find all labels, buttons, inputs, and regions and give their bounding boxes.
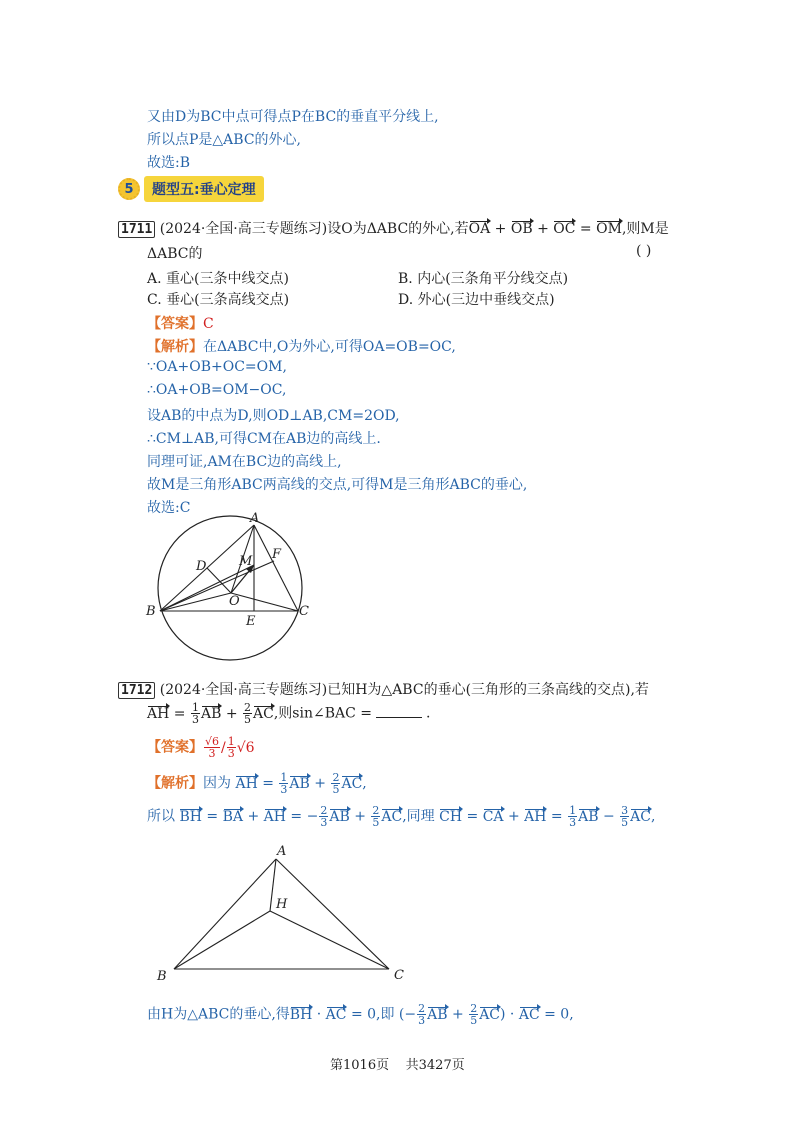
answer-tag: 【答案】 [147,316,203,332]
page-footer [330,1054,465,1073]
question-1711-stem [118,218,669,238]
stem-text: ,则sin∠BAC = [273,705,372,722]
page-number: 第1016页 [330,1058,390,1073]
label-b: B [157,969,167,984]
section-title: 题型五:垂心定理 [144,176,264,202]
analysis-line: 故M是三角形ABC两高线的交点,可得M是三角形ABC的垂心, [147,477,528,493]
analysis-text: 在ΔABC中,O为外心,可得OA=OB=OC, [203,339,456,355]
question-number: 1711 [118,221,155,238]
analysis-tag: 【解析】 [147,775,203,792]
orthocenter-figure [150,838,420,988]
segment-oc [231,593,298,611]
section-number-badge: 5 [118,178,140,200]
label-a: A [250,512,260,526]
question-1712-stem [118,679,649,699]
answer-line [147,736,255,759]
stem-line-2: AH = $\frac{1}{3}$ AB + $\frac{2}{5}$ AC,则sin∠BAC = . [147,701,431,726]
option-c: C. 垂心(三条高线交点) [147,292,290,308]
analysis-text: = 0, [544,1006,574,1023]
label-c: C [394,968,404,983]
answer-tag: 【答案】 [147,739,203,756]
label-c: C [299,604,309,619]
question-number: 1712 [118,682,155,699]
stem-text: (2024·全国·高三专题练习)设O为ΔABC的外心,若 [159,221,469,237]
option-b: B. 内心(三条角平分线交点) [398,271,569,287]
answer-line [147,313,214,333]
altitude-bf [160,561,274,611]
segment-ac [254,525,298,611]
analysis-line: ∴OA+OB=OM−OC, [147,382,287,398]
answer-blank [376,717,422,718]
stem-text: (2024·全国·高三专题练习)已知H为△ABC的垂心(三角形的三条高线的交点),若 [159,682,649,698]
analysis-line: 设AB的中点为D,则OD⊥AB,CM=2OD, [147,408,400,424]
vector-equation: AH = $\frac{1}{3}$ AB + $\frac{2}{5}$ AC [147,701,274,726]
segment-bh [174,911,270,969]
analysis-text: 由H为△ABC的垂心,得 [147,1006,290,1023]
analysis-line: 故选:C [147,500,191,516]
analysis-line: 所以 BH = BA + AH = − $\frac{2}{3}$ AB + $\frac{2}{5}$ AC,同理 CH = CA + AH = $\frac{1}{3}$ AB − $\frac{3}{5}$ AC, [147,804,656,829]
segment-ch [270,911,389,969]
section-heading [118,176,264,202]
answer-value: C [203,316,214,332]
answer-paren: ( ) [636,243,652,259]
label-f: F [272,547,282,562]
analysis-line: 由H为△ABC的垂心,得BH · AC = 0,即 (− $\frac{2}{3}$ AB + $\frac{2}{5}$ AC) · AC = 0, [147,1002,574,1027]
label-b: B [146,604,156,619]
stem-text: ,则M是 [621,221,669,237]
answer-value: $\frac{√6}{3}$ / $\frac{1}{3}$ √6 [205,735,255,760]
analysis-line [147,336,456,356]
label-d: D [196,559,207,574]
analysis-line: 同理可证,AM在BC边的高线上, [147,454,342,470]
analysis-line: 【解析】因为 AH = $\frac{1}{3}$ AB + $\frac{2}{5}$ AC, [147,771,367,796]
label-e: E [246,614,256,629]
label-a: A [277,844,287,859]
analysis-tag: 【解析】 [147,339,203,355]
analysis-text: 所以 [147,808,175,825]
label-o: O [229,594,240,609]
segment-bm [160,565,254,611]
text-line: 所以点P是△ABC的外心, [147,132,302,148]
vector-equation: OA + OB + OC = OM [468,221,622,237]
label-h: H [276,897,288,912]
option-d: D. 外心(三边中垂线交点) [398,292,555,308]
segment-ac [276,859,389,969]
option-a: A. 重心(三条中线交点) [147,271,289,287]
text-line: 又由D为BC中点可得点P在BC的垂直平分线上, [147,109,439,125]
text-line: 故选:B [147,155,191,171]
page-total: 共3427页 [405,1058,465,1073]
analysis-line: ∴CM⊥AB,可得CM在AB边的高线上. [147,431,381,447]
circumcircle-figure [140,512,340,672]
label-m: M [239,554,253,569]
analysis-text: ,同理 [402,808,435,825]
analysis-text: = 0,即 [350,1006,395,1023]
circumcircle [158,516,302,660]
analysis-text: 因为 [203,775,231,792]
segment-ba [174,859,276,969]
stem-line-2: ΔABC的 [147,246,203,262]
analysis-line: ∵OA+OB+OC=OM, [147,359,287,375]
